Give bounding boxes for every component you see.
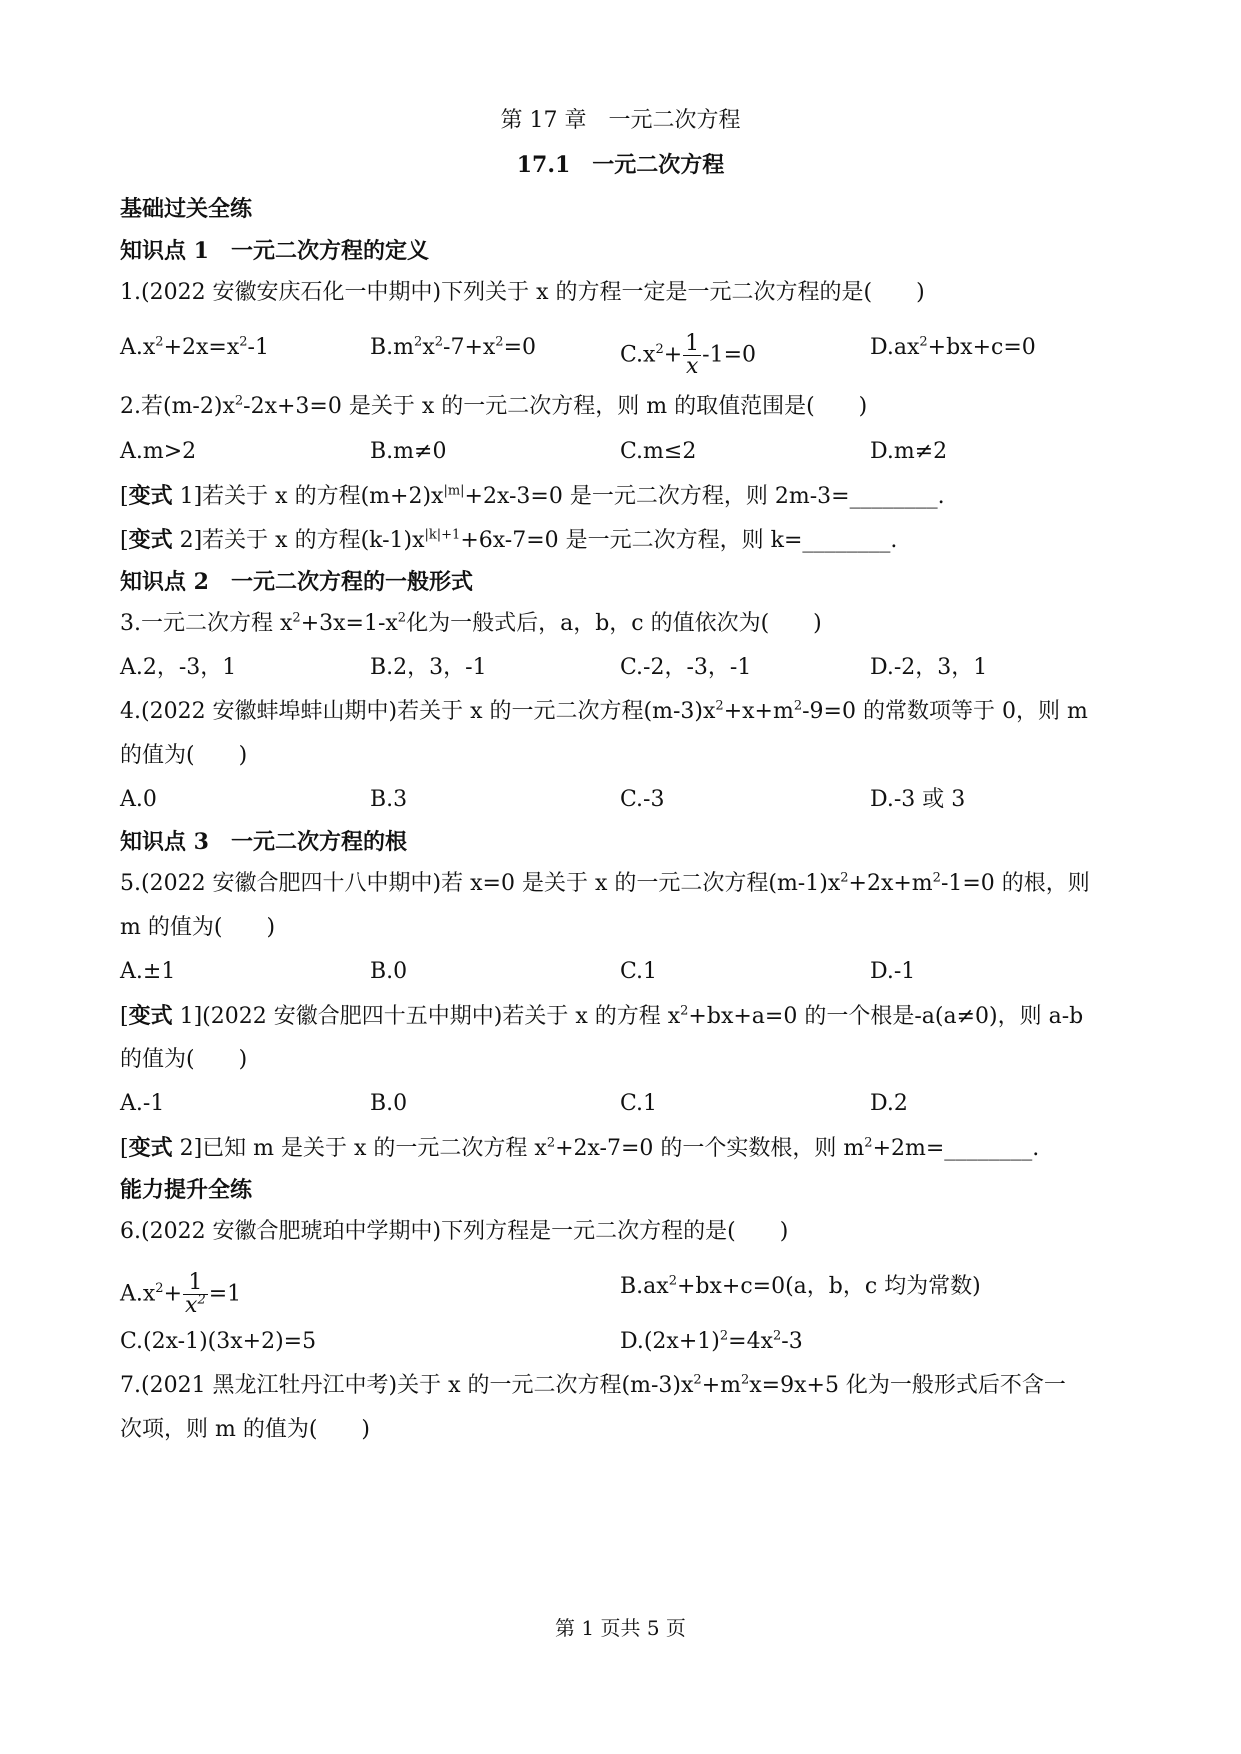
question-5-option-d: D.-1: [870, 959, 916, 984]
question-4-stem-line-2: 的值为( ): [120, 743, 248, 768]
question-4-stem: 4.(2022 安徽蚌埠蚌山期中)若关于 x 的一元二次方程$(m-3)x^2+x+m^2-9=0$ 的常数项等于 0，则 m: [120, 698, 1088, 724]
knowledge-point-2: 知识点 2 一元二次方程的一般形式: [120, 569, 473, 595]
question-7-stem-line-2: 次项，则 m 的值为( ): [120, 1417, 371, 1442]
knowledge-point-3: 知识点 3 一元二次方程的根: [120, 829, 407, 855]
question-5-stem-line-2: m 的值为( ): [120, 915, 276, 940]
question-1-option-c: $C.x^2+$ $\frac{1}{x}$ -1=0: [620, 331, 757, 379]
variant-3: [变式 1](2022 安徽合肥四十五中期中)若关于 x 的方程 $x^2+bx+a=0$ 的一个根是-a(a≠0)，则 a-b: [120, 1003, 1084, 1029]
question-6-stem: 6.(2022 安徽合肥琥珀中学期中)下列方程是一元二次方程的是( ): [120, 1219, 789, 1244]
chapter-title: 第 17 章 一元二次方程: [500, 108, 741, 133]
variant-3-option-a: A.-1: [120, 1091, 165, 1116]
variant-3-option-c: C.1: [620, 1091, 658, 1116]
question-6-option-c: C.(2x-1)(3x+2)=5: [120, 1329, 317, 1354]
question-2-option-b: B.m≠0: [370, 439, 447, 464]
question-1-stem: 1.(2022 安徽安庆石化一中期中)下列关于 x 的方程一定是一元二次方程的是( ): [120, 280, 925, 305]
variant-1: [变式 1]若关于 x 的方程$(m+2)x^{|m|}+2x-3=0$ 是一元二次方程，则 2m-3=________.: [120, 483, 945, 509]
section-title: 17.1 一元二次方程: [516, 152, 725, 178]
page-footer: 第 1 页共 5 页: [555, 1616, 686, 1640]
question-5-option-c: C.1: [620, 959, 658, 984]
question-3-option-d: D.-2，3，1: [870, 655, 988, 680]
question-5-stem: 5.(2022 安徽合肥四十八中期中)若 x=0 是关于 x 的一元二次方程$(m-1)x^2+2x+m^2-1=0$ 的根，则: [120, 870, 1090, 896]
variant-3-option-b: B.0: [370, 1091, 408, 1116]
question-3-option-b: B.2，3，-1: [370, 655, 487, 680]
question-4-option-a: A.0: [120, 787, 157, 812]
variant-2: [变式 2]若关于 x 的方程$(k-1)x^{|k|+1}+6x-7=0$ 是一元二次方程，则 k=________.: [120, 527, 898, 553]
question-3-option-a: A.2，-3，1: [120, 655, 237, 680]
question-6-option-d: $D.(2x+1)^2=4x^2-3$: [620, 1328, 803, 1354]
heading-advanced: 能力提升全练: [120, 1177, 253, 1203]
question-4-option-d: D.-3 或 3: [870, 787, 966, 812]
question-4-option-b: B.3: [370, 787, 408, 812]
fraction: $\frac{1}{x}$: [685, 331, 700, 379]
variant-4: [变式 2]已知 m 是关于 x 的一元二次方程 $x^2+2x-7=0$ 的一个实数根，则 $m^2+2m=\_\_\_\_\_\_\_\_$.: [120, 1135, 1040, 1161]
heading-basic: 基础过关全练: [120, 196, 253, 222]
question-2-option-c: C.m≤2: [620, 439, 697, 464]
question-3-option-c: C.-2，-3，-1: [620, 655, 752, 680]
question-1-option-a: $A.x^2+2x=x^2-1$: [120, 334, 269, 360]
question-6-option-a: $A.x^2+$ $\frac{1}{x^2}$ =1: [120, 1270, 242, 1318]
question-2-option-d: D.m≠2: [870, 439, 948, 464]
question-1-option-b: $B.m^2x^2-7+x^2=0$: [370, 334, 537, 360]
question-7-stem: 7.(2021 黑龙江牡丹江中考)关于 x 的一元二次方程$(m-3)x^2+m^2x=9x+5$ 化为一般形式后不含一: [120, 1372, 1066, 1398]
question-2-option-a: A.m>2: [120, 439, 197, 464]
question-6-option-b: $B.ax^2+bx+c=0(a$，b，c 均为常数): [620, 1273, 981, 1299]
question-2-stem: 2.若$(m-2)x^2-2x+3=0$ 是关于 x 的一元二次方程，则 m 的取值范围是( ): [120, 393, 868, 419]
variant-3-option-d: D.2: [870, 1091, 908, 1116]
question-5-option-a: A.±1: [120, 959, 176, 984]
question-4-option-c: C.-3: [620, 787, 665, 812]
fraction: $\frac{1}{x^2}$: [185, 1270, 206, 1318]
variant-3-line-2: 的值为( ): [120, 1047, 248, 1072]
question-3-stem: 3.一元二次方程 $x^2+3x=1-x^2$化为一般式后，a，b，c 的值依次为( ): [120, 610, 822, 636]
question-1-option-d: $D.ax^2+bx+c=0$: [870, 334, 1036, 360]
question-5-option-b: B.0: [370, 959, 408, 984]
knowledge-point-1: 知识点 1 一元二次方程的定义: [120, 238, 429, 264]
